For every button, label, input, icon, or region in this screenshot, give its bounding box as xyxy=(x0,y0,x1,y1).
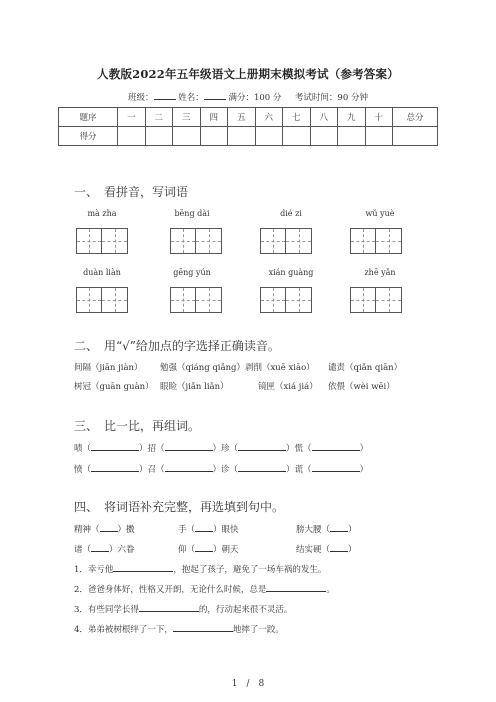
pinyin-label: mà zha xyxy=(87,209,117,218)
pinyin-label: zhē yǎn xyxy=(364,268,396,277)
table-header-cell: 一 xyxy=(118,108,146,127)
idiom-text: 精神（ xyxy=(74,525,100,535)
sentence-text: 的，行动起来很不灵活。 xyxy=(198,605,293,615)
compare-row xyxy=(74,462,368,475)
answer-blank[interactable] xyxy=(91,441,139,451)
compare-char: ）诊（ xyxy=(212,465,239,475)
writing-cell[interactable] xyxy=(350,287,376,313)
compare-char: ）珍（ xyxy=(212,444,239,454)
name-label: 姓名： xyxy=(178,93,204,103)
pinyin-label: dié zi xyxy=(280,209,302,218)
table-row-label: 得分 xyxy=(59,127,118,146)
answer-blank[interactable] xyxy=(266,582,326,592)
writing-cell[interactable] xyxy=(170,287,196,313)
compare-char: ） xyxy=(359,444,369,454)
sentence-text: 4．弟弟被树根绊了一下， xyxy=(74,625,173,635)
score-cell[interactable] xyxy=(283,127,311,146)
writing-cell[interactable] xyxy=(102,228,128,254)
idiom-text: ）眼快 xyxy=(213,525,239,535)
section2-heading: 二、 用“√”给加点的字选择正确读音。 xyxy=(74,339,280,353)
answer-blank[interactable] xyxy=(165,441,213,451)
section3-heading: 三、 比一比，再组词。 xyxy=(74,419,201,433)
reading-choice: 树冠（guān guàn） xyxy=(74,382,154,392)
sentence-text: 1．幸亏他 xyxy=(74,565,114,575)
answer-blank[interactable] xyxy=(139,602,199,612)
reading-choice: 依偎（wèi wēi） xyxy=(328,382,395,392)
answer-blank[interactable] xyxy=(330,542,348,552)
writing-cell[interactable] xyxy=(196,287,222,313)
writing-cell[interactable] xyxy=(376,228,402,254)
idiom-text: 手（ xyxy=(178,525,196,535)
idiom-item xyxy=(296,522,357,535)
pinyin-label: duàn liàn xyxy=(83,268,121,277)
answer-blank[interactable] xyxy=(113,562,173,572)
compare-char: ）谎（ xyxy=(286,465,312,475)
page-number: 1 / 8 xyxy=(231,679,265,689)
answer-blank[interactable] xyxy=(195,522,213,532)
score-table xyxy=(58,107,438,146)
idiom-text: 膀大腰（ xyxy=(296,525,331,535)
table-header-cell: 十 xyxy=(365,108,393,127)
pinyin-label: bēng dài xyxy=(174,209,210,218)
fill-sentence xyxy=(74,582,335,595)
reading-choice: 勉强（qiáng qiǎng）剥削（xuē xiāo） xyxy=(160,363,315,373)
reading-choice: 间隔（jiān jiàn） xyxy=(74,363,143,373)
compare-char: 愤（ xyxy=(74,465,92,475)
sentence-text: 。 xyxy=(326,585,335,595)
score-table-header-row xyxy=(59,108,438,127)
section1-heading: 一、 看拼音，写词语 xyxy=(74,185,189,199)
answer-blank[interactable] xyxy=(238,441,286,451)
idiom-text: 仰（ xyxy=(178,545,196,555)
table-header-cell: 七 xyxy=(283,108,311,127)
score-cell[interactable] xyxy=(145,127,173,146)
table-header-cell: 八 xyxy=(310,108,338,127)
writing-grid xyxy=(170,287,222,313)
answer-blank[interactable] xyxy=(91,462,139,472)
compare-char: 啧（ xyxy=(74,444,92,454)
reading-choice: 镜匣（xiá jiá） xyxy=(258,382,318,392)
pinyin-label: wǔ yuè xyxy=(365,209,395,218)
writing-cell[interactable] xyxy=(76,287,102,313)
fill-sentence xyxy=(74,562,326,575)
writing-cell[interactable] xyxy=(350,228,376,254)
writing-grid xyxy=(170,228,222,254)
reading-choice: 眼睑（jiǎn liǎn） xyxy=(160,382,229,392)
sentence-text: 2．爸爸身体好，性格又开朗，无论什么时候，总是 xyxy=(74,585,267,595)
table-header-cell: 总分 xyxy=(393,108,438,127)
pinyin-label: gēng yún xyxy=(173,268,211,277)
idiom-text: ）六眷 xyxy=(109,545,135,555)
score-label: 满分：100 分 xyxy=(228,93,282,103)
score-cell[interactable] xyxy=(338,127,366,146)
table-header-cell: 二 xyxy=(145,108,173,127)
score-cell[interactable] xyxy=(228,127,256,146)
idiom-item xyxy=(74,542,135,555)
sentence-text: ，抱起了孩子，避免了一场车祸的发生。 xyxy=(173,565,327,575)
fill-sentence xyxy=(74,622,284,635)
name-blank[interactable] xyxy=(204,90,226,100)
score-table-row xyxy=(59,127,438,146)
score-cell[interactable] xyxy=(255,127,283,146)
writing-cell[interactable] xyxy=(260,228,286,254)
table-header-cell: 五 xyxy=(228,108,256,127)
compare-char: ）召（ xyxy=(139,465,165,475)
idiom-item xyxy=(296,542,357,555)
compare-char: ） xyxy=(359,465,369,475)
class-blank[interactable] xyxy=(154,90,176,100)
writing-cell[interactable] xyxy=(260,287,286,313)
table-header-cell: 六 xyxy=(255,108,283,127)
answer-blank[interactable] xyxy=(312,441,360,451)
writing-cell[interactable] xyxy=(102,287,128,313)
score-cell[interactable] xyxy=(310,127,338,146)
idiom-text: 诸（ xyxy=(74,545,92,555)
writing-cell[interactable] xyxy=(286,228,312,254)
score-cell[interactable] xyxy=(200,127,228,146)
writing-grid xyxy=(76,287,128,313)
compare-char: ）慌（ xyxy=(286,444,312,454)
answer-blank[interactable] xyxy=(330,522,348,532)
sentence-text: 地摔了一跤。 xyxy=(232,625,284,635)
writing-grid xyxy=(350,228,402,254)
compare-char: ）招（ xyxy=(139,444,165,454)
pinyin-label: xián guàng xyxy=(268,268,314,277)
score-cell[interactable] xyxy=(365,127,393,146)
table-header-cell: 题序 xyxy=(59,108,118,127)
score-cell[interactable] xyxy=(393,127,438,146)
idiom-item xyxy=(178,522,239,535)
writing-grid xyxy=(350,287,402,313)
reading-choice: 谴责（qiǎn qiān） xyxy=(328,363,403,373)
idiom-item xyxy=(74,522,135,535)
table-header-cell: 三 xyxy=(173,108,201,127)
writing-cell[interactable] xyxy=(170,228,196,254)
idiom-text: ）擞 xyxy=(117,525,135,535)
idiom-text: ）朝天 xyxy=(213,545,239,555)
class-label: 班级： xyxy=(128,93,154,103)
answer-blank[interactable] xyxy=(100,522,118,532)
answer-blank[interactable] xyxy=(173,622,233,632)
idiom-text: ） xyxy=(348,525,357,535)
writing-cell[interactable] xyxy=(76,228,102,254)
writing-cell[interactable] xyxy=(286,287,312,313)
writing-grid xyxy=(260,287,312,313)
score-cell[interactable] xyxy=(118,127,146,146)
answer-blank[interactable] xyxy=(312,462,360,472)
writing-grid xyxy=(260,228,312,254)
page-title: 人教版2022年五年级语文上册期末模拟考试（参考答案） xyxy=(97,67,399,81)
writing-cell[interactable] xyxy=(196,228,222,254)
idiom-text: ） xyxy=(348,545,357,555)
idiom-item xyxy=(178,542,239,555)
time-label: 考试时间：90 分钟 xyxy=(294,93,368,103)
section4-heading: 四、 将词语补充完整，再选填到句中。 xyxy=(74,500,285,514)
writing-grid xyxy=(76,228,128,254)
fill-sentence xyxy=(74,602,292,615)
answer-blank[interactable] xyxy=(238,462,286,472)
answer-blank[interactable] xyxy=(195,542,213,552)
writing-cell[interactable] xyxy=(376,287,402,313)
answer-blank[interactable] xyxy=(91,542,109,552)
compare-row xyxy=(74,441,368,454)
sentence-text: 3．有些同学长得 xyxy=(74,605,139,615)
table-header-cell: 四 xyxy=(200,108,228,127)
idiom-text: 结实硬（ xyxy=(296,545,331,555)
table-header-cell: 九 xyxy=(338,108,366,127)
answer-blank[interactable] xyxy=(165,462,213,472)
exam-info xyxy=(0,90,496,103)
score-cell[interactable] xyxy=(173,127,201,146)
